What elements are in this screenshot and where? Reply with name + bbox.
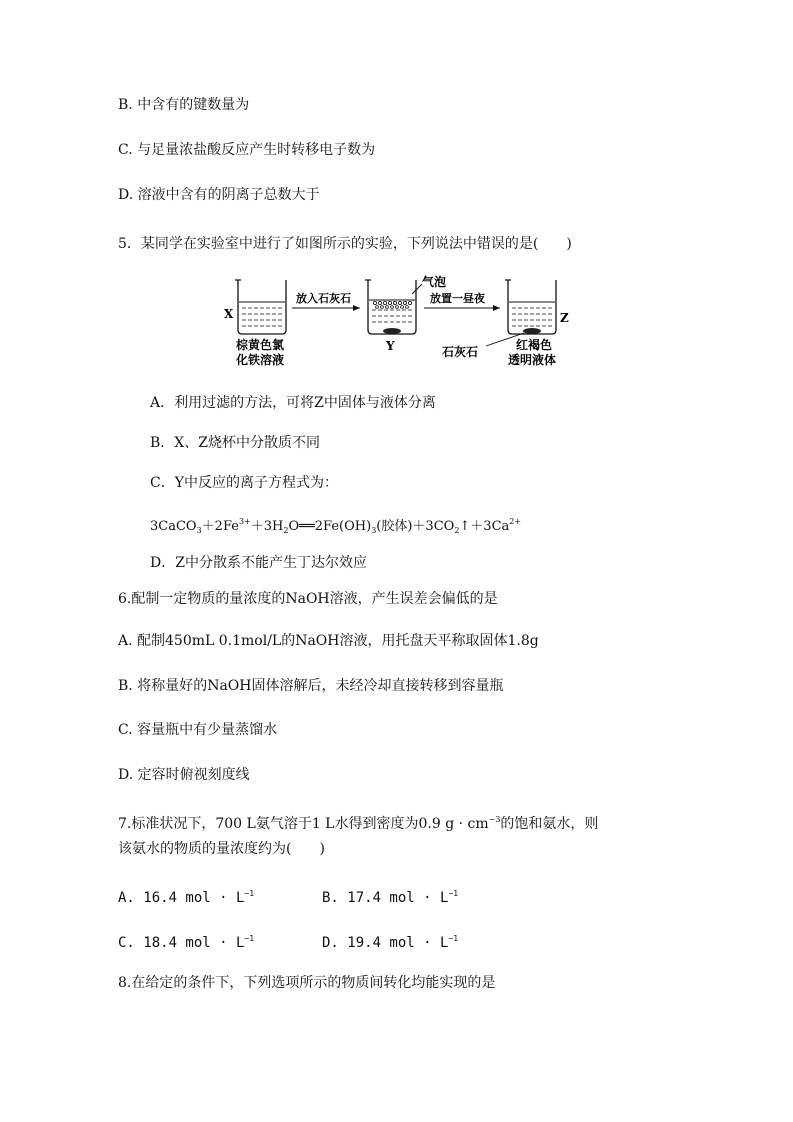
eq-part: ＋2Fe [201,519,239,534]
q6-stem: 6.配制一定物质的量浓度的NaOH溶液，产生误差会偏低的是 [118,591,498,607]
eq-sub: 3 [196,526,202,535]
q7-option-b-text: B. 17.4 mol · L [322,890,449,906]
q6-option-c: C. 容量瓶中有少量蒸馏水 [118,722,278,738]
eq-part: ↑＋3Ca [459,519,510,534]
q5-experiment-figure [220,272,580,376]
eq-sup: 2+ [509,517,522,526]
q4-option-b: B. 中含有的键数量为 [118,97,250,113]
bubbles-pointer [412,284,422,294]
arrow-1-head [353,305,360,311]
label-x: X [224,307,234,321]
q7-stem-part: 7.标准状况下，700 L氨气溶于1 L水得到密度为0.9 g · cm [118,816,489,832]
q5-stem: 5．某同学在实验室中进行了如图所示的实验，下列说法中错误的是( ) [118,236,572,252]
q5-ionic-equation [150,513,521,540]
eq-part: (胶体)＋3CO [376,519,455,534]
eq-part: O══2Fe(OH) [288,519,372,534]
q7-option-d [322,930,458,952]
bubbles-label: 气泡 [422,275,447,289]
q5-option-d: D．Z中分散系不能产生丁达尔效应 [150,555,367,571]
arrow-2-label: 放置一昼夜 [430,292,485,305]
eq-part: 3CaCO [150,519,197,534]
caption-x-line2: 化铁溶液 [236,353,285,367]
eq-sub: 2 [454,526,460,535]
eq-part: ＋3H [250,519,284,534]
q6-option-a: A. 配制450mL 0.1mol/L的NaOH溶液，用托盘天平称取固体1.8g [118,633,539,649]
unit-sup: −1 [244,889,255,898]
unit-sup: −1 [244,934,255,943]
q5-option-c: C．Y中反应的离子方程式为： [150,475,338,491]
caption-z-line2: 透明液体 [508,353,557,367]
q5-figure-svg [220,272,580,376]
q7-option-a [118,885,254,907]
bubbles [373,301,411,308]
arrow-1-label: 放入石灰石 [296,292,351,305]
eq-sup: 3+ [238,517,251,526]
q4-option-d: D. 溶液中含有的阴离子总数大于 [118,187,320,203]
q8-stem: 8.在给定的条件下，下列选项所示的物质间转化均能实现的是 [118,975,496,991]
limestone-label: 石灰石 [442,345,479,359]
caption-z-line1: 红褐色 [516,338,553,352]
eq-sub: 2 [283,526,289,535]
q6-option-b: B. 将称量好的NaOH固体溶解后，未经冷却直接转移到容量瓶 [118,678,504,694]
beaker-z [505,280,556,334]
unit-sup: −1 [448,934,459,943]
q7-option-c-text: C. 18.4 mol · L [118,935,245,951]
q5-option-b: B．X、Z烧杯中分散质不同 [150,435,320,451]
arrow-2-head [493,305,500,311]
q6-option-d: D. 定容时俯视刻度线 [118,767,250,783]
label-y: Y [386,339,395,353]
q7-stem-line2: 该氨水的物质的量浓度约为( ) [118,841,325,857]
q7-stem-part: 的饱和氨水，则 [500,816,599,832]
eq-sub: 3 [371,526,377,535]
q5-option-a: A．利用过滤的方法，可将Z中固体与液体分离 [150,395,436,411]
beaker-x [235,280,286,334]
unit-sup: −1 [448,889,459,898]
q7-option-d-text: D. 19.4 mol · L [322,935,449,951]
q7-stem-line1 [118,811,598,833]
q7-option-c [118,930,254,952]
q7-stem-sup: −3 [488,815,501,824]
label-z: Z [560,311,569,325]
q4-option-c: C. 与足量浓盐酸反应产生时转移电子数为 [118,142,376,158]
q7-option-b [322,885,458,907]
q7-option-a-text: A. 16.4 mol · L [118,890,245,906]
caption-x-line1: 棕黄色氯 [236,338,285,352]
